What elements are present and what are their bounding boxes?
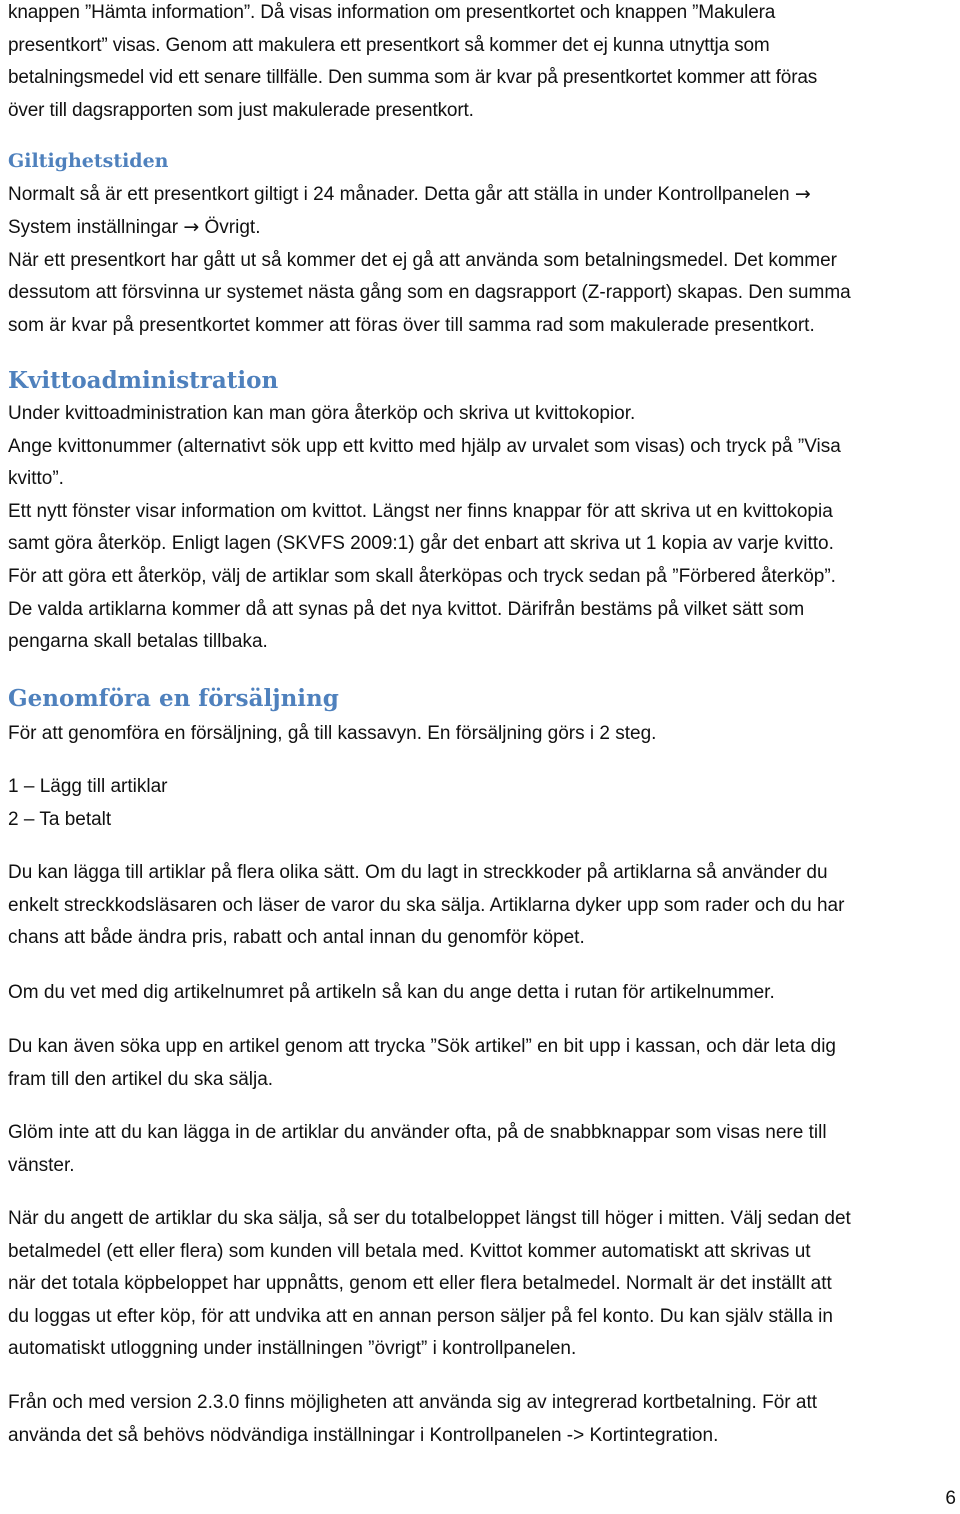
para5-line-4: du loggas ut efter köp, för att undvika att en annan person säljer på fel konto. Du kan själv ställa in bbox=[8, 1305, 833, 1327]
intro-line-4: över till dagsrapporten som just makulerade presentkort. bbox=[8, 99, 474, 121]
arrow-right-icon: → bbox=[183, 216, 200, 239]
kvitto-line-1: Under kvittoadministration kan man göra återköp och skriva ut kvittokopior. bbox=[8, 403, 636, 424]
para3-line-2: fram till den artikel du ska sälja. bbox=[8, 1068, 274, 1090]
para6-line-1: Från och med version 2.3.0 finns möjligheten att använda sig av integrerad kortbetalning. För att bbox=[8, 1392, 818, 1413]
kvitto-line-2: Ange kvittonummer (alternativt sök upp ett kvitto med hjälp av urvalet som visas) och tryck på ”Visa bbox=[8, 435, 841, 457]
giltighet-line-1 bbox=[8, 178, 851, 212]
intro-line-3: betalningsmedel vid ett senare tillfälle. Den summa som är kvar på presentkortet kommer att föras bbox=[8, 67, 818, 89]
forsaljning-paragraph-3 bbox=[8, 1031, 836, 1096]
forsaljning-steps bbox=[8, 771, 167, 836]
giltighet-line-5: som är kvar på presentkortet kommer att föras över till samma rad som makulerade presentkort. bbox=[8, 314, 815, 336]
kvitto-line-7: De valda artiklarna kommer då att synas på det nya kvittot. Därifrån bestäms på vilket sätt som bbox=[8, 598, 805, 620]
para1-line-2: enkelt streckkodsläsaren och läser de varor du ska sälja. Artiklarna dyker upp som rader och du har bbox=[8, 894, 845, 916]
intro-paragraph bbox=[8, 0, 817, 127]
para5-line-5: automatiskt utloggning under inställningen ”övrigt” i kontrollpanelen. bbox=[8, 1338, 577, 1360]
forsaljning-paragraph-4 bbox=[8, 1117, 827, 1182]
giltighet-line-2-end: Övrigt. bbox=[204, 217, 261, 239]
kvitto-line-4: Ett nytt fönster visar information om kvittot. Längst ner finns knappar för att skriva ut en kvittokopia bbox=[8, 500, 833, 522]
forsaljning-paragraph-2 bbox=[8, 977, 775, 1010]
giltighet-line-3: När ett presentkort har gått ut så kommer det ej gå att använda som betalningsmedel. Det kommer bbox=[8, 249, 838, 271]
giltighet-section bbox=[8, 145, 851, 343]
para6-line-2: använda det så behövs nödvändiga inställningar i Kontrollpanelen -> Kortintegration. bbox=[8, 1424, 719, 1446]
giltighet-line-2 bbox=[8, 211, 851, 245]
para5-line-3: när det totala köpbeloppet har uppnåtts, genom ett eller flera betalmedel. Normalt är det inställt att bbox=[8, 1273, 832, 1295]
giltighet-line-2-text: System inställningar bbox=[8, 217, 179, 239]
para4-line-2: vänster. bbox=[8, 1154, 75, 1176]
forsaljning-paragraph-1 bbox=[8, 857, 844, 955]
intro-line-1: knappen ”Hämta information”. Då visas information om presentkortet och knappen ”Makulera bbox=[8, 2, 776, 23]
para2-line-1: Om du vet med dig artikelnumret på artikeln så kan du ange detta i rutan för artikelnummer. bbox=[8, 982, 775, 1003]
giltighet-line-4: dessutom att försvinna ur systemet nästa gång som en dagsrapport (Z-rapport) skapas. Den summa bbox=[8, 282, 851, 304]
para5-line-2: betalmedel (ett eller flera) som kunden vill betala med. Kvittot kommer automatiskt att skrivas ut bbox=[8, 1240, 811, 1262]
arrow-right-icon: → bbox=[794, 182, 811, 205]
kvitto-line-6: För att göra ett återköp, välj de artiklar som skall återköpas och tryck sedan på ”Förbered återköp”. bbox=[8, 565, 836, 587]
kvitto-line-3: kvitto”. bbox=[8, 468, 64, 490]
kvitto-heading: Kvittoadministration bbox=[8, 367, 279, 394]
para3-line-1: Du kan även söka upp en artikel genom att trycka ”Sök artikel” en bit upp i kassan, och där leta dig bbox=[8, 1036, 837, 1057]
forsaljning-heading: Genomföra en försäljning bbox=[8, 685, 339, 712]
giltighet-line-1-text: Normalt så är ett presentkort giltigt i 24 månader. Detta går att ställa in under Kontrollpanelen bbox=[8, 183, 790, 205]
forsaljning-intro: För att genomföra en försäljning, gå till kassavyn. En försäljning görs i 2 steg. bbox=[8, 723, 657, 744]
para5-line-1: När du angett de artiklar du ska sälja, så ser du totalbeloppet längst till höger i mitten. Välj sedan det bbox=[8, 1208, 851, 1229]
step-2: 2 – Ta betalt bbox=[8, 808, 112, 830]
forsaljning-paragraph-5 bbox=[8, 1203, 851, 1366]
page-number: 6 bbox=[945, 1488, 956, 1509]
kvitto-line-8: pengarna skall betalas tillbaka. bbox=[8, 631, 268, 653]
step-1: 1 – Lägg till artiklar bbox=[8, 776, 168, 797]
intro-line-2: presentkort” visas. Genom att makulera ett presentkort så kommer det ej kunna utnyttja som bbox=[8, 34, 770, 56]
para4-line-1: Glöm inte att du kan lägga in de artiklar du använder ofta, på de snabbknappar som visas nere till bbox=[8, 1122, 827, 1143]
para1-line-3: chans att både ändra pris, rabatt och antal innan du genomför köpet. bbox=[8, 927, 585, 949]
forsaljning-paragraph-6 bbox=[8, 1387, 817, 1452]
giltighet-heading: Giltighetstiden bbox=[8, 150, 169, 172]
kvitto-section bbox=[8, 364, 841, 659]
para1-line-1: Du kan lägga till artiklar på flera olika sätt. Om du lagt in streckkoder på artiklarna så använder du bbox=[8, 862, 828, 883]
kvitto-line-5: samt göra återköp. Enligt lagen (SKVFS 2009:1) går det enbart att skriva ut 1 kopia av varje kvitto. bbox=[8, 533, 834, 555]
